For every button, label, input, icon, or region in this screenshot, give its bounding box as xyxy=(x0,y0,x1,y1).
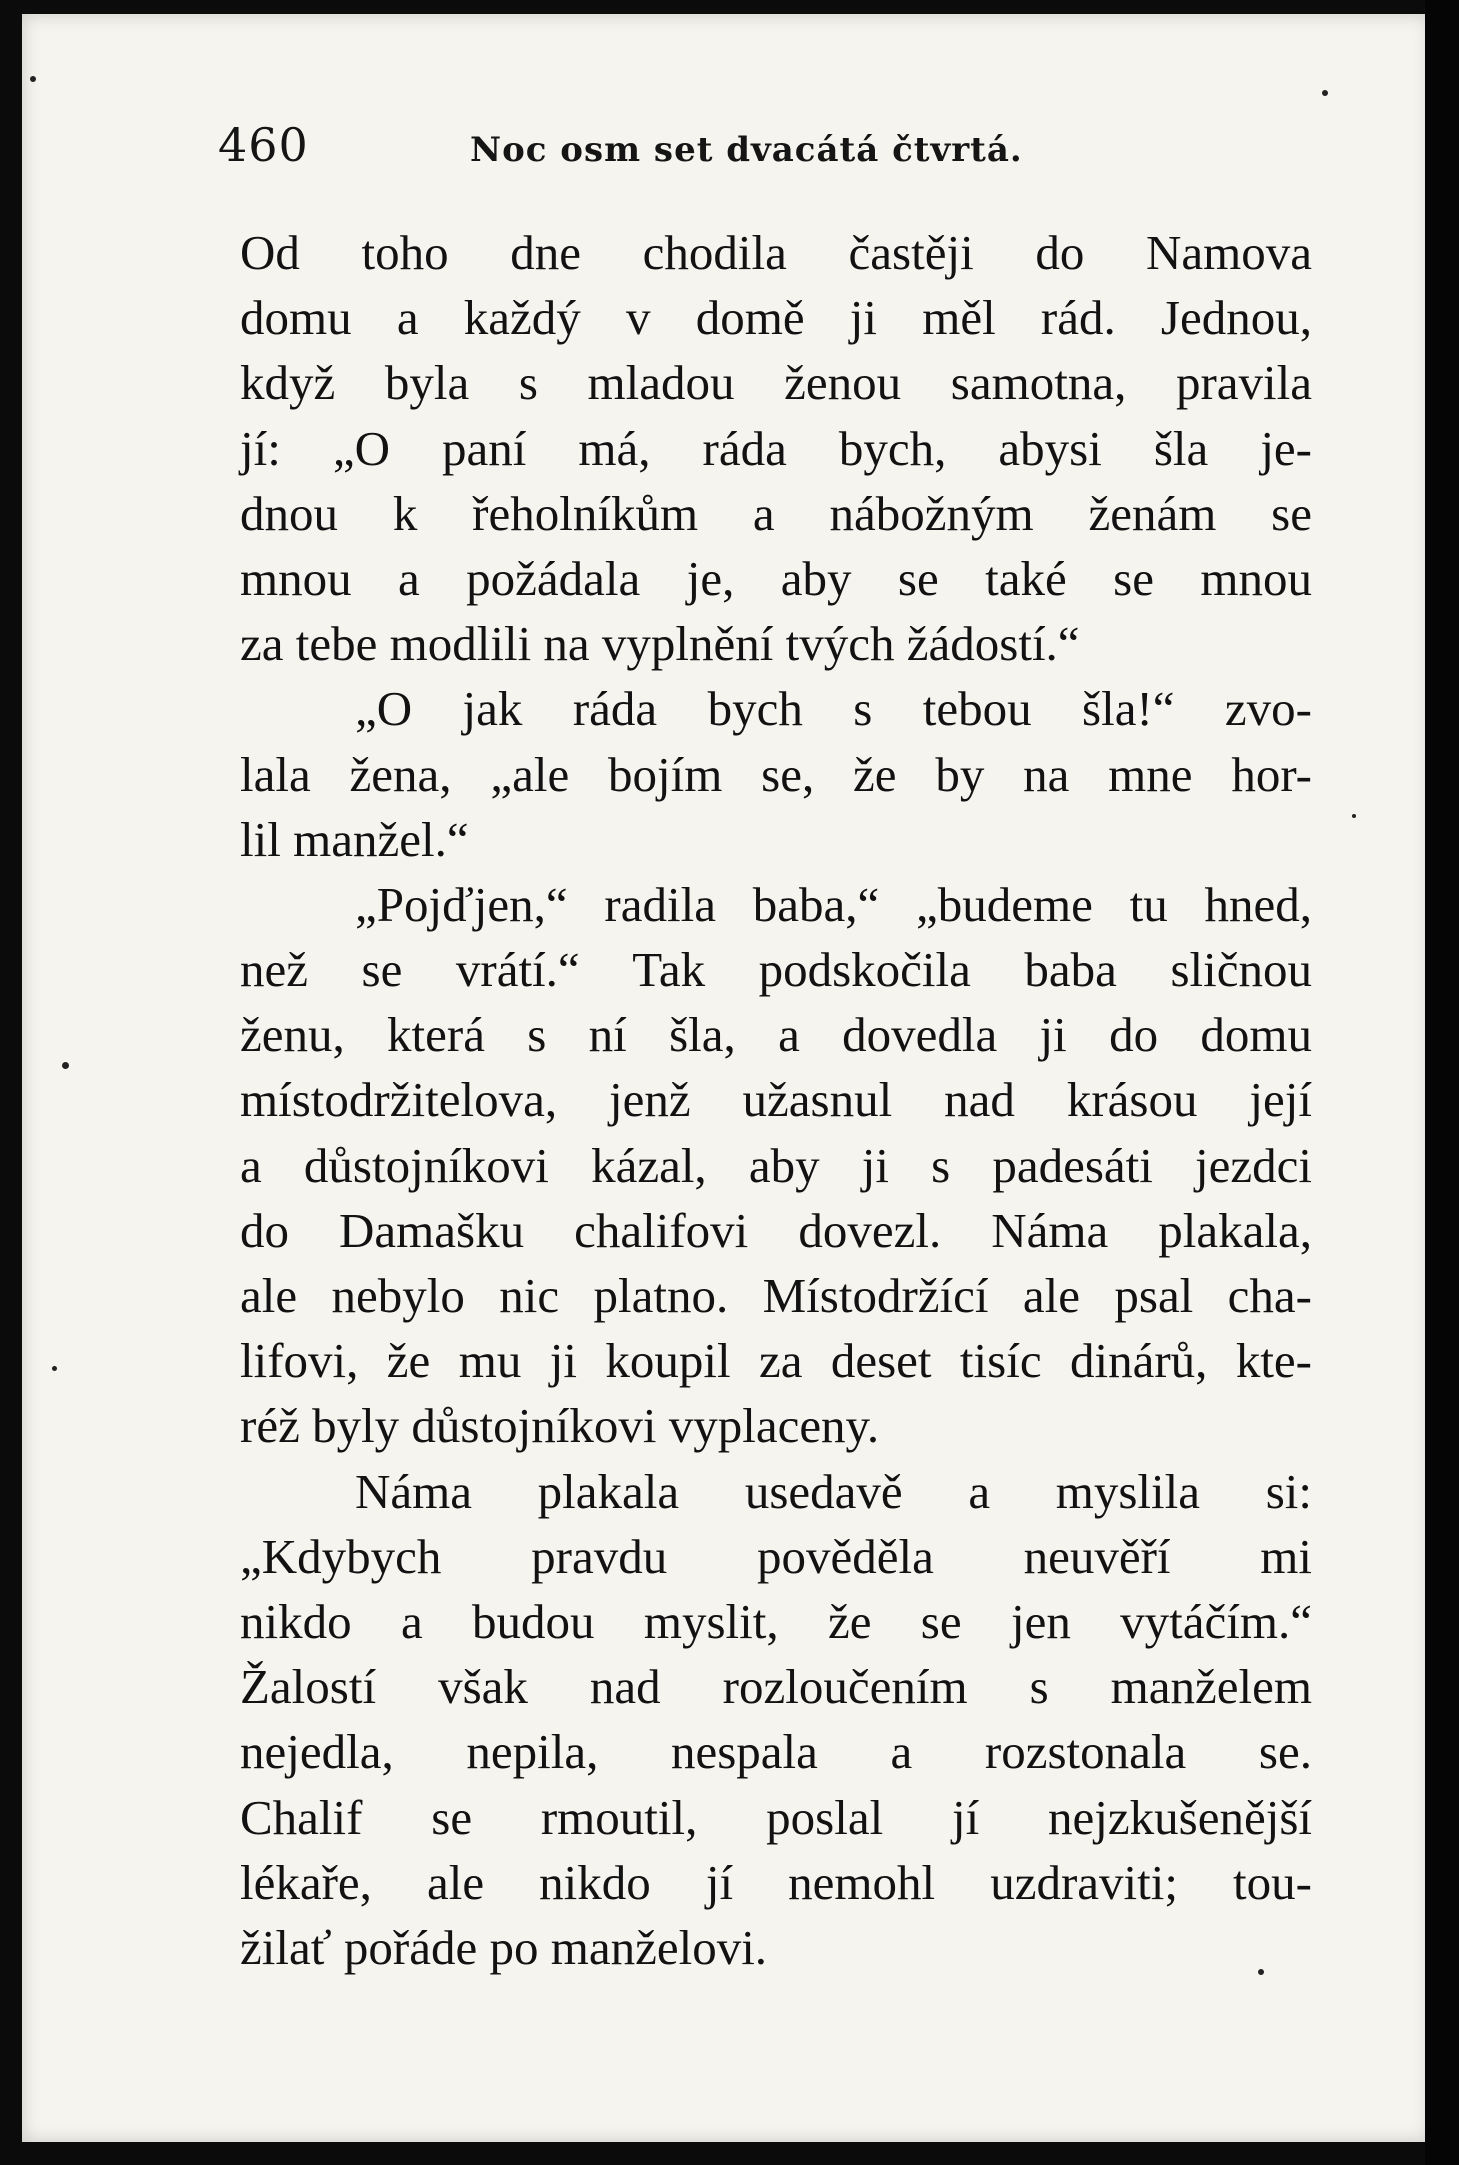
paper-speck xyxy=(1352,814,1356,818)
text-line: než se vrátí.“ Tak podskočila baba sličnou xyxy=(240,942,1312,998)
text-line: „Kdybych pravdu pověděla neuvěří mi xyxy=(240,1528,1312,1584)
text-line: ženu, která s ní šla, a dovedla ji do domu xyxy=(240,1007,1312,1063)
scan-right-edge xyxy=(1425,0,1459,2165)
text-line: jí: „O paní má, ráda bych, abysi šla je- xyxy=(240,420,1312,476)
body-text xyxy=(240,220,1312,1980)
text-line: lifovi, že mu ji koupil za deset tisíc dinárů, kte- xyxy=(240,1333,1312,1389)
text-line: Chalif se rmoutil, poslal jí nejzkušenější xyxy=(240,1789,1312,1845)
text-line: Náma plakala usedavě a myslila si: xyxy=(355,1463,1312,1519)
paper-speck xyxy=(52,1366,57,1371)
text-line: žilať pořáde po manželovi. xyxy=(240,1919,768,1975)
text-line: „Pojďjen,“ radila baba,“ „budeme tu hned, xyxy=(355,876,1312,932)
text-line: místodržitelova, jenž užasnul nad krásou její xyxy=(240,1072,1312,1128)
page-number: 460 xyxy=(218,118,309,172)
text-line: a důstojníkovi kázal, aby ji s padesáti jezdci xyxy=(240,1137,1312,1193)
text-line: lala žena, „ale bojím se, že by na mne hor- xyxy=(240,746,1312,802)
text-line: Od toho dne chodila častěji do Namova xyxy=(240,225,1312,280)
text-line: dnou k řeholníkům a nábožným ženám se xyxy=(240,485,1312,541)
paper-speck xyxy=(62,1062,69,1069)
page-header xyxy=(218,118,1318,178)
paper-speck xyxy=(30,76,36,82)
text-line: za tebe modlili na vyplnění tvých žádostí.“ xyxy=(240,616,1080,672)
paper-speck xyxy=(1322,90,1328,96)
text-line: domu a každý v domě ji měl rád. Jednou, xyxy=(240,290,1312,346)
text-line: když byla s mladou ženou samotna, pravila xyxy=(240,355,1312,411)
text-line: nejedla, nepila, nespala a rozstonala se. xyxy=(240,1724,1312,1780)
text-line: réž byly důstojníkovi vyplaceny. xyxy=(240,1398,880,1454)
text-line: mnou a požádala je, aby se také se mnou xyxy=(240,550,1312,606)
text-line: Žalostí však nad rozloučením s manželem xyxy=(240,1659,1312,1715)
running-title: Noc osm set dvacátá čtvrtá. xyxy=(470,130,1023,170)
text-line: lékaře, ale nikdo jí nemohl uzdraviti; tou- xyxy=(240,1854,1312,1910)
text-line: lil manžel.“ xyxy=(240,811,469,867)
text-line: nikdo a budou myslit, že se jen vytáčím.“ xyxy=(240,1593,1312,1649)
text-line: ale nebylo nic platno. Místodržící ale psal cha- xyxy=(240,1268,1312,1323)
text-line: do Damašku chalifovi dovezl. Náma plakala, xyxy=(240,1202,1312,1258)
text-line: „O jak ráda bych s tebou šla!“ zvo- xyxy=(355,681,1312,737)
